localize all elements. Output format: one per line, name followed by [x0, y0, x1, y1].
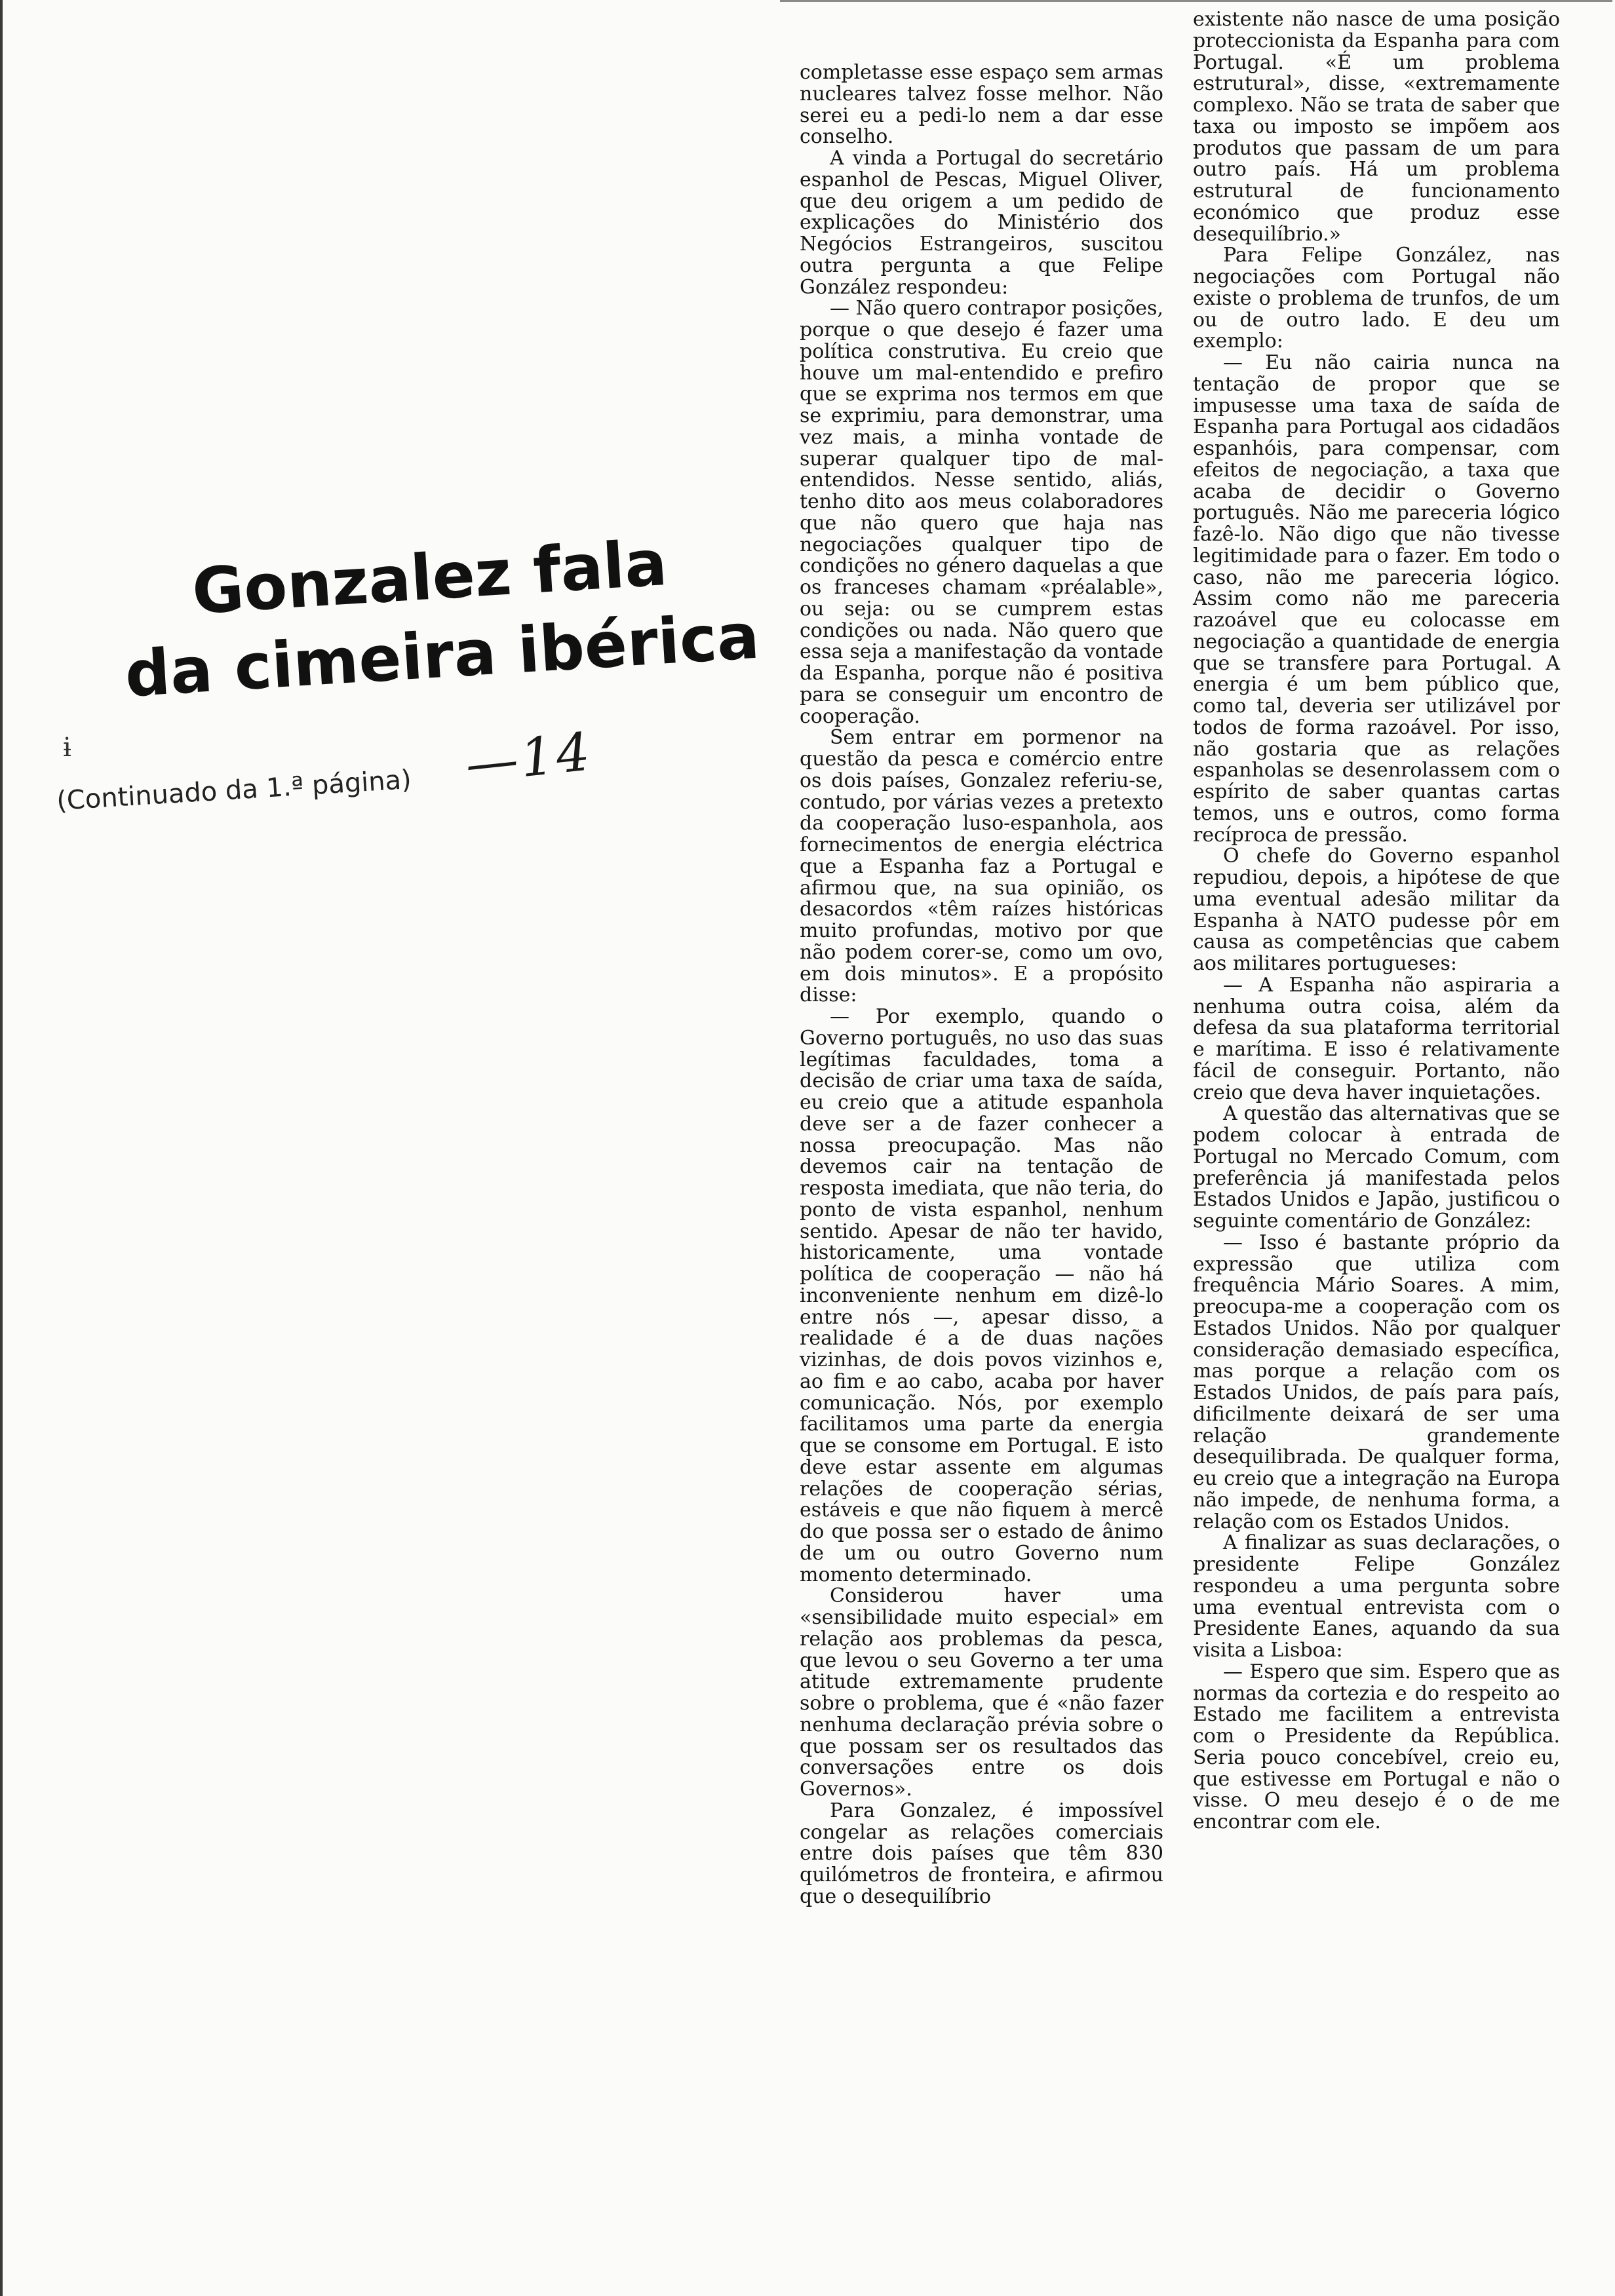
ink-mark: ɨ	[63, 733, 71, 763]
continuation-note: (Continuado da 1.ª página)	[56, 764, 412, 816]
paragraph: Para Felipe González, nas negociações com Portugal não existe o problema de trunfos, de um ou de outro lado. E deu um exemplo:	[1193, 244, 1560, 353]
scan-edge-left	[0, 0, 3, 2296]
paragraph: — Não quero contrapor posições, porque o que desejo é fazer uma política construtiva. Eu creio que houve um mal-entendido e prefiro que se exprima nos termos em que se exprimiu, para demonstrar, uma vez mais, a minha vontade de superar qualquer tipo de mal-entendidos. Nesse sentido, aliás, tenho dito aos meus colaboradores que não quero que haja nas negociações qualquer tipo de condições no género daquelas a que os franceses chamam «préalable», ou seja: ou se cumprem estas condições ou nada. Não quero que essa seja a manifestação da vontade da Espanha, porque não é positiva para se conseguir um encontro de cooperação.	[800, 297, 1163, 728]
scan-edge-top	[780, 0, 1612, 2]
paragraph: A finalizar as suas declarações, o presidente Felipe González respondeu a uma pergunta sobre uma eventual entrevista com o Presidente Eanes, aquando da sua visita a Lisboa:	[1193, 1531, 1560, 1662]
paragraph: A vinda a Portugal do secretário espanhol de Pescas, Miguel Oliver, que deu origem a um pedido de explicações do Ministério dos Negócios Estrangeiros, suscitou outra pergunta a que Felipe González respondeu:	[800, 147, 1163, 299]
article-column-middle	[800, 62, 1163, 1908]
headline-line-1: Gonzalez fala	[190, 526, 669, 629]
headline	[118, 518, 762, 714]
paragraph: — Isso é bastante próprio da expressão que utiliza com frequência Mário Soares. A mim, preocupa-me a cooperação com os Estados Unidos. Não por qualquer consideração demasiado específica, mas porque a relação com os Estados Unidos, de país para país, dificilmente deixará de ser uma relação grandemente desequilibrada. De qualquer forma, eu creio que a integração na Europa não impede, de nenhuma forma, a relação com os Estados Unidos.	[1193, 1231, 1560, 1533]
paragraph: Para Gonzalez, é impossível congelar as relações comerciais entre dois países que têm 830 quilómetros de fronteira, e afirmou que o desequilíbrio	[800, 1799, 1163, 1908]
paragraph: O chefe do Governo espanhol repudiou, depois, a hipótese de que uma eventual adesão militar da Espanha à NATO pudesse pôr em causa as competências que cabem aos militares portugueses:	[1193, 845, 1560, 975]
article-column-right	[1193, 9, 1560, 1833]
paragraph: — A Espanha não aspiraria a nenhuma outra coisa, além da defesa da sua plataforma territorial e marítima. E isso é relativamente fácil de conseguir. Portanto, não creio que deva haver inquietações.	[1193, 973, 1560, 1104]
paragraph: Sem entrar em pormenor na questão da pesca e comércio entre os dois países, Gonzalez referiu-se, contudo, por várias vezes a pretexto da cooperação luso-espanhola, aos fornecimentos de energia eléctrica que a Espanha faz a Portugal e afirmou que, na sua opinião, os desacordos «têm raízes históricas muito profundas, motivo por que não podem corer-se, como um ovo, em dois minutos». E a propósito disse:	[800, 726, 1163, 1007]
paragraph: existente não nasce de uma posição proteccionista da Espanha para com Portugal. «É um problema estrutural», disse, «extremamente complexo. Não se trata de saber que taxa ou imposto se impõem aos produtos que passam de um para outro país. Há um problema estrutural de funcionamento económico que produz esse desequilíbrio.»	[1193, 8, 1560, 246]
paragraph: — Por exemplo, quando o Governo português, no uso das suas legítimas faculdades, toma a decisão de criar uma taxa de saída, eu creio que a atitude espanhola deve ser a de fazer conhecer a nossa preocupação. Mas não devemos cair na tentação de resposta imediata, que não teria, do ponto de vista espanhol, nenhum sentido. Apesar de não ter havido, historicamente, uma vontade política de cooperação — não há inconveniente nenhum em dizê-lo entre nós —, apesar disso, a realidade é a de duas nações vizinhas, de dois povos vizinhos e, ao fim e ao cabo, acaba por haver comunicação. Nós, por exemplo facilitamos uma parte da energia que se consome em Portugal. E isto deve estar assente em algumas relações de cooperação sérias, estáveis e que não fiquem à mercê do que possa ser o estado de ânimo de um ou outro Governo num momento determinado.	[800, 1005, 1163, 1586]
paragraph: — Eu não cairia nunca na tentação de propor que se impusesse uma taxa de saída de Espanha para Portugal aos cidadãos espanhóis, para compensar, com efeitos de negociação, a taxa que acaba de decidir o Governo português. Não me pareceria lógico fazê-lo. Não digo que não tivesse legitimidade para o fazer. Em todo o caso, não me pareceria lógico. Assim como não me pareceria razoável que eu colocasse em negociação a quantidade de energia que se transfere para Portugal. A energia é um bem público que, como tal, deveria ser utilizável por todos de forma razoável. Por isso, não gostaria que as relações espanholas se desenrolassem com o espírito de saber quantas cartas temos, uns e outros, como forma recíproca de pressão.	[1193, 351, 1560, 847]
paragraph: Considerou haver uma «sensibilidade muito especial» em relação aos problemas da pesca, que levou o seu Governo a ter uma atitude extremamente prudente sobre o problema, que é «não fazer nenhuma declaração prévia sobre o que possam ser os resultados das conversações entre os dois Governos».	[800, 1584, 1163, 1801]
paragraph: A questão das alternativas que se podem colocar à entrada de Portugal no Mercado Comum, com preferência já manifestada pelos Estados Unidos e Japão, justificou o seguinte comentário de González:	[1193, 1102, 1560, 1233]
headline-line-2: da cimeira ibérica	[123, 599, 762, 712]
paragraph: completasse esse espaço sem armas nucleares talvez fosse melhor. Não serei eu a pedi-lo nem a dar esse conselho.	[800, 61, 1163, 149]
paragraph: — Espero que sim. Espero que as normas da cortezia e do respeito ao Estado me facilitem a entrevista com o Presidente da República. Seria pouco concebível, creio eu, que estivesse em Portugal e não o visse. O meu desejo é o de me encontrar com ele.	[1193, 1660, 1560, 1833]
handwritten-annotation: —14	[462, 721, 596, 795]
